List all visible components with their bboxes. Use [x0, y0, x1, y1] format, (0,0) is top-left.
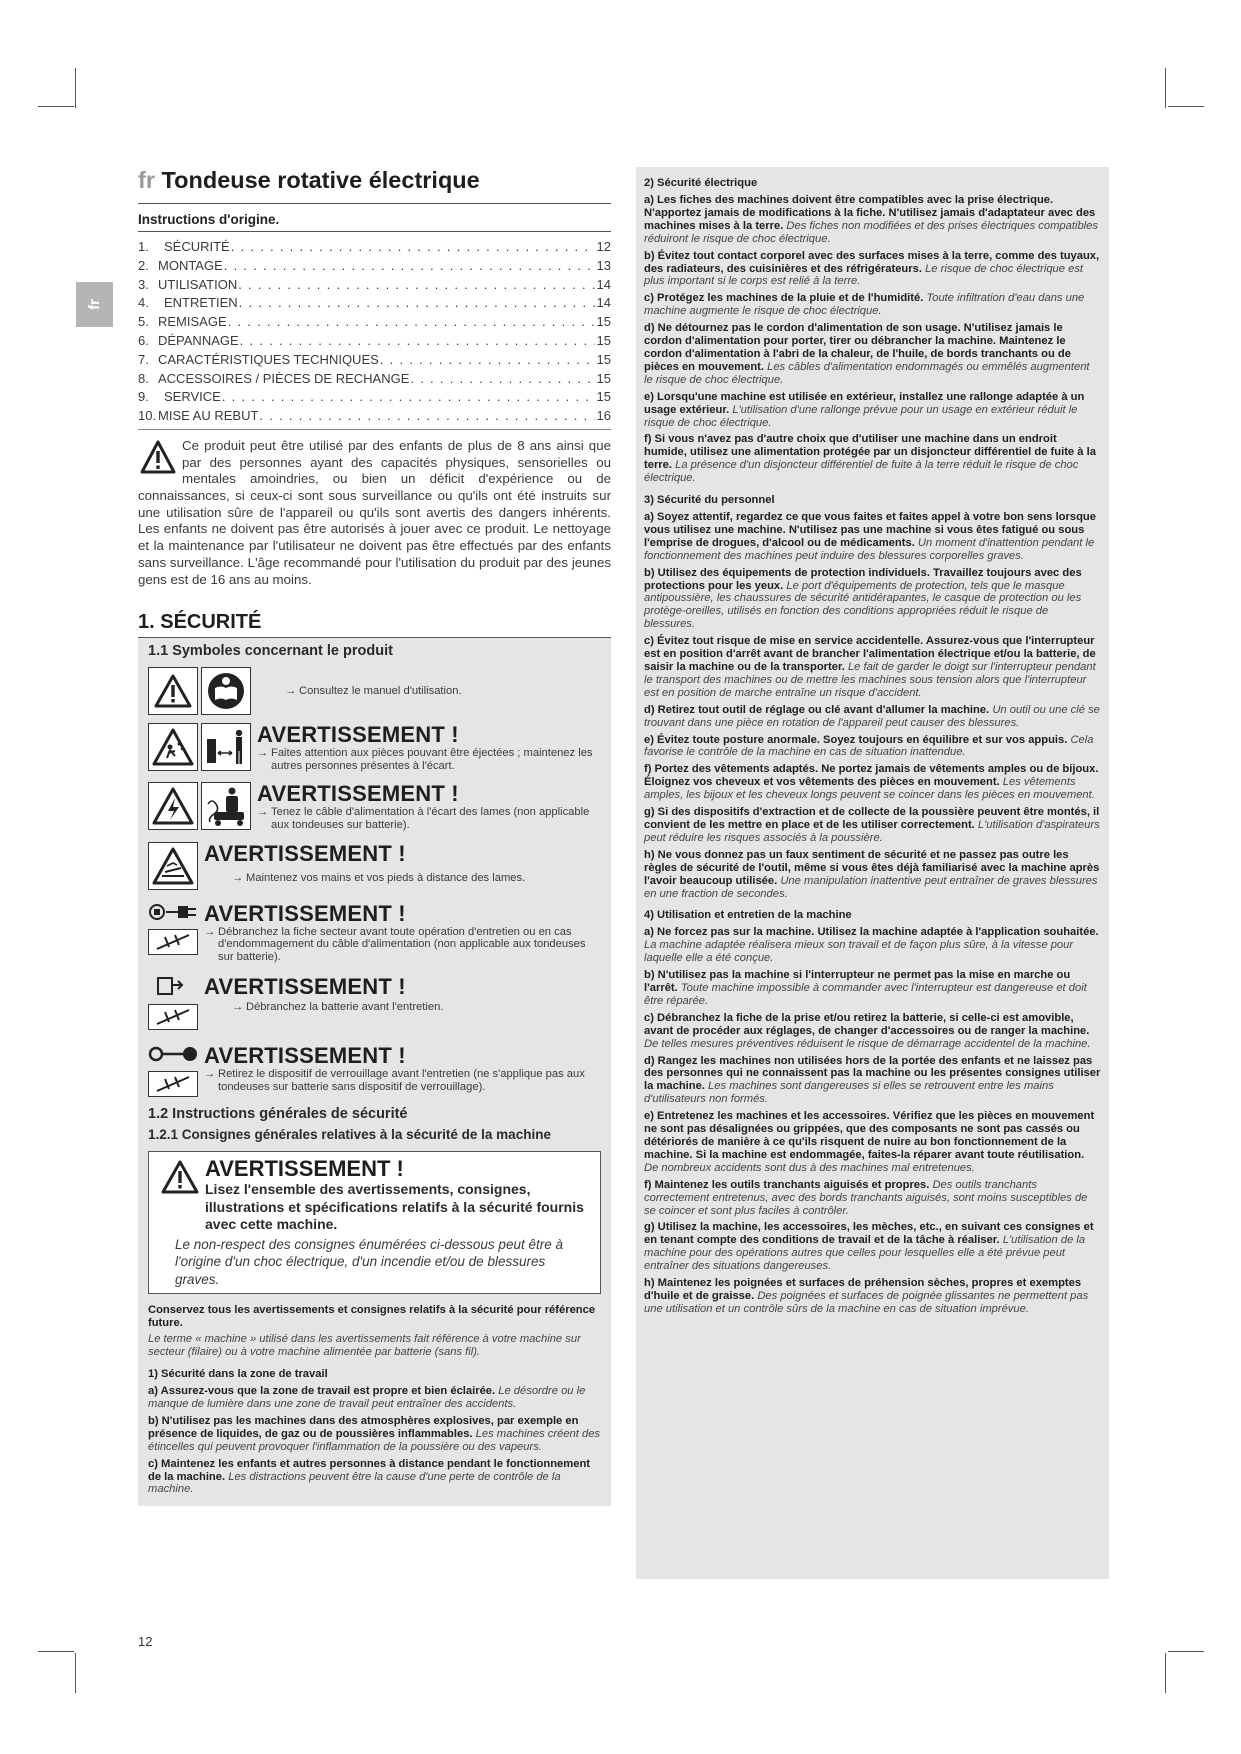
toc-row[interactable]: [138, 351, 611, 370]
blade-symbol: [148, 842, 198, 890]
title-lang-code: fr: [138, 167, 155, 193]
symbol-icons: [148, 842, 198, 890]
symbol-note: → Retirez le dispositif de verrouillage avant l'entretien (ne s'applique pas aux tondeuses sur batterie sans dispositif de verrouillage).: [204, 1068, 585, 1094]
page-title: [138, 165, 611, 195]
toc-label: REMISAGE: [158, 314, 227, 330]
toc-page: 15: [596, 389, 611, 405]
ejection-symbol: [148, 723, 198, 771]
safety-item: e) Lorsqu'une machine est utilisée en extérieur, installez une rallonge adaptée à un usage extérieur. L'utilisation d'une rallonge prévue pour un usage en extérieur réduit le risque de choc électrique.: [644, 390, 1085, 429]
crop-mark: [1165, 1653, 1166, 1693]
warning-box-italic: Le non-respect des consignes énumérées ci-dessous peut être à l'origine d'un choc électrique, d'un incendie et/ou de blessures graves.: [175, 1236, 563, 1287]
safety-item: f) Maintenez les outils tranchants aiguisés et propres. Des outils tranchants correctement entretenus, avec des bords tranchants aiguisés, sont moins susceptibles de se coincer et sont plus faciles à contrôler.: [644, 1178, 1088, 1217]
toc-rule: [138, 429, 611, 430]
symbol-text: [198, 842, 601, 885]
subtitle-rule: [138, 231, 611, 232]
maintenance-wrench-icon: [153, 1006, 193, 1028]
safety-item: c) Débranchez la fiche de la prise et/ou retirez la batterie, si celle-ci est amovible, avant de procéder aux réglages, de changer d'accessoires ou de ranger la machine. De telles mesures préventives réduisent le risque de démarrage accidentel de la machine.: [644, 1011, 1091, 1050]
safety-item: b) Évitez tout contact corporel avec des surfaces mises à la terre, comme des tuyaux, des radiateurs, des cuisinières et des réfrigérateurs. Le risque de choc électrique est plus important si le corps est relié à la terre.: [644, 249, 1100, 288]
warning-title: AVERTISSEMENT !: [204, 1043, 406, 1069]
symbol-text: [198, 1044, 601, 1093]
toc-row[interactable]: [138, 370, 611, 389]
work-area-item: c) Maintenez les enfants et autres personnes à distance pendant le fonctionnement de la machine. Les distractions peuvent être la cause d'une perte de contrôle de la machine.: [148, 1457, 591, 1496]
warning-triangle-icon: [140, 440, 176, 474]
subtitle: Instructions d'origine.: [138, 212, 280, 227]
left-column: [138, 165, 611, 1506]
toc-row[interactable]: [138, 407, 611, 426]
arrow-right-icon: →: [257, 747, 269, 760]
electric-shock-icon: [151, 786, 195, 826]
symbol-row: [148, 902, 601, 964]
warning-title: AVERTISSEMENT !: [204, 840, 406, 866]
toc-dots: [258, 407, 594, 426]
symbols-heading: 1.1 Symboles concernant le produit: [148, 643, 393, 660]
page-number: 12: [138, 1634, 153, 1649]
toc-row[interactable]: [138, 276, 611, 295]
machine-safety-heading: 1.2.1 Consignes générales relatives à la sécurité de la machine: [148, 1127, 551, 1143]
warning-symbol: [148, 667, 198, 715]
safety-item: c) Protégez les machines de la pluie et de l'humidité. Toute infiltration d'eau dans une machine augmente le risque de choc électrique.: [644, 292, 1085, 318]
safety-key-icon: [148, 1044, 198, 1064]
arrow-right-icon: →: [257, 806, 269, 819]
distance-symbol: [201, 723, 251, 771]
warning-box-title: AVERTISSEMENT !: [205, 1156, 404, 1182]
toc-page: 12: [596, 239, 611, 254]
safety-item: f) Si vous n'avez pas d'autre choix que d'utiliser une machine dans un endroit humide, utilisez une alimentation protégée par un disjoncteur différentiel de fuite à la terre. La présence d'un disjoncteur différentiel de fuite à la terre réduit le risque de choc électrique.: [644, 433, 1096, 485]
children-notice: [138, 438, 611, 588]
toc-dots: [223, 257, 595, 276]
safety-item: b) Utilisez des équipements de protection individuels. Travaillez toujours avec des protections pour les yeux. Le port d'équipements de protection, tels que le masque antipoussière, les chaussures de sécurité antidérapantes, le casque de protection ou les protège-oreilles, utilisés en fonction des conditions appropriées réduit le risque de blessures.: [644, 566, 1082, 631]
toc-label: MISE AU REBUT: [158, 408, 259, 424]
warning-box: [148, 1151, 601, 1294]
symbol-icons: [148, 1044, 198, 1097]
symbol-note: → Débranchez la batterie avant l'entretien.: [232, 1001, 444, 1014]
toc-num: 4.: [138, 295, 149, 311]
safety-item: e) Entretenez les machines et les accessoires. Vérifiez que les pièces en mouvement ne sont pas désalignées ou grippées, que des composants ne sont pas cassés ou détériorés de manière à ce qu'ils risquent de nuire au bon fonctionnement de la machine. Si la machine est endommagée, faites-la réparer avant toute réutilisation. De nombreux accidents sont dus à des machines mal entretenues.: [644, 1110, 1095, 1174]
toc-dots: [379, 351, 595, 370]
safety-item: h) Ne vous donnez pas un faux sentiment de sécurité et ne passez pas outre les règles de sécurité de l'outil, même si vous êtes déjà familiarisé avec la machine après l'avoir beaucoup utilisée. Une manipulation inattentive peut entraîner de graves blessures en une fraction de secondes.: [644, 848, 1100, 900]
toc-dots: [239, 332, 595, 351]
right-column: [636, 167, 1109, 1579]
safety-item: g) Utilisez la machine, les accessoires, les mèches, etc., en suivant ces consignes et en tenant compte des conditions de travail et de la tâche à réaliser. L'utilisation de la machine pour des opérations autres que celles pour lesquelles elle a été prévue peut entraîner des situations dangereuses.: [644, 1221, 1094, 1273]
toc-page: 16: [596, 408, 611, 424]
warning-box-top: [161, 1157, 590, 1234]
lock-symbol-stack: [148, 1044, 198, 1097]
toc-num: 3.: [138, 276, 149, 292]
toc-label: CARACTÉRISTIQUES TECHNIQUES: [158, 351, 379, 367]
toc-num: 6.: [138, 332, 149, 348]
safety-item: a) Les fiches des machines doivent être compatibles avec la prise électrique. N'apportez jamais de modifications à la fiche. N'utilisez jamais d'adaptateur avec des machines mises à la terre. Des fiches non modifiées et des prises électriques compatibles réduiront le risque de choc électrique.: [644, 194, 1098, 245]
arrow-right-icon: →: [232, 871, 244, 884]
toc-dots: [227, 313, 595, 332]
toc-row[interactable]: [138, 313, 611, 332]
maintenance-symbol: [148, 929, 198, 955]
warning-triangle-icon: [161, 1160, 199, 1194]
symbol-text: [198, 975, 601, 1014]
plug-icon: [148, 902, 198, 922]
crop-mark: [1168, 1651, 1204, 1652]
warning-title: AVERTISSEMENT !: [257, 781, 459, 807]
toc-dots: [221, 388, 595, 407]
symbol-note: → Tenez le câble d'alimentation à l'écart des lames (non applicable aux tondeuses sur batterie).: [257, 806, 590, 832]
warning-triangle-icon: [153, 673, 193, 709]
safety-item: d) Ne détournez pas le cordon d'alimentation de son usage. N'utilisez jamais le cordon d'alimentation pour porter, tirer ou débrancher la machine. Maintenez le cordon d'alimentation à l'abri de la chaleur, de l'huile, de bords tranchants ou de pièces en mouvement. Les câbles d'alimentation endommagés ou emmêlés augmentent le risque de choc électrique.: [644, 322, 1090, 386]
symbol-row: [148, 723, 601, 772]
toc-num: 7.: [138, 351, 149, 367]
arrow-right-icon: →: [204, 1068, 216, 1081]
toc-num: 2.: [138, 257, 149, 273]
plug-symbol-stack: [148, 902, 198, 955]
maintenance-wrench-icon: [153, 1073, 193, 1095]
crop-mark: [38, 106, 74, 107]
toc-row[interactable]: [138, 238, 611, 257]
toc-label: SÉCURITÉ: [164, 239, 230, 254]
safety-item: f) Portez des vêtements adaptés. Ne portez jamais de vêtements amples ou de bijoux. Éloignez vos cheveux et vos vêtements des pièces en mouvement. Les vêtements amples, les bijoux et les cheveux longs peuvent se coincer dans les pièces en mouvement.: [644, 763, 1099, 802]
toc-num: 1.: [138, 239, 149, 254]
safety-block: [138, 638, 611, 1506]
keep-instructions: Conservez tous les avertissements et consignes relatifs à la sécurité pour référence future.: [148, 1304, 596, 1330]
safety-item: e) Évitez toute posture anormale. Soyez toujours en équilibre et sur vos appuis. Cela favorise le contrôle de la machine en cas de situation inattendue.: [644, 733, 1094, 759]
toc-row[interactable]: [138, 257, 611, 276]
symbol-row: [148, 667, 601, 715]
symbol-icons: [148, 723, 251, 771]
work-area-heading: 1) Sécurité dans la zone de travail: [148, 1368, 328, 1381]
crop-mark: [1168, 106, 1204, 107]
cable-blade-icon: [204, 784, 248, 828]
toc-row[interactable]: [138, 294, 611, 313]
toc-page: 15: [596, 332, 611, 348]
table-of-contents: [138, 238, 611, 426]
warning-title: AVERTISSEMENT !: [204, 974, 406, 1000]
toc-label: ACCESSOIRES / PIÈCES DE RECHANGE: [158, 370, 410, 386]
section-title: 1. SÉCURITÉ: [138, 611, 262, 634]
symbol-icons: [148, 782, 251, 830]
crop-mark: [38, 1651, 74, 1652]
thrown-objects-icon: [151, 727, 195, 767]
machine-use-heading: 4) Utilisation et entretien de la machine: [644, 909, 852, 922]
language-tab: fr: [76, 282, 113, 327]
notice-text: Ce produit peut être utilisé par des enfants de plus de 8 ans ainsi que par des personnes ayant des capacités physiques, sensorielles ou mentales amoindries, ou bien un déficit d'expérience ou de connaissances, si ceux-ci sont sous surveillance ou qu'ils ont été instruits sur une utilisation sûre de l'appareil ou qu'ils sont avertis des dangers inhérents. Les enfants ne doivent pas être autorisés à jouer avec ce produit. Le nettoyage et la maintenance par l'utilisateur ne doivent pas être effectués par des enfants sans surveillance. L'âge recommandé pour l'utilisation du produit par des jeunes gens est de 16 ans au moins.: [138, 437, 611, 587]
blade-hand-icon: [151, 846, 195, 886]
warning-box-bold: Lisez l'ensemble des avertissements, consignes, illustrations et spécifications relatifs à la sécurité fournis avec cette machine.: [205, 1181, 584, 1233]
title-text: Tondeuse rotative électrique: [161, 167, 480, 193]
battery-symbol-stack: [148, 975, 198, 1030]
symbol-icons: [148, 667, 251, 715]
toc-row[interactable]: [138, 388, 611, 407]
maintenance-wrench-icon: [153, 931, 193, 953]
symbol-text: [198, 902, 601, 964]
symbol-icons: [148, 902, 198, 955]
toc-row[interactable]: [138, 332, 611, 351]
symbol-icons: [148, 975, 198, 1030]
cable-symbol: [201, 782, 251, 830]
symbol-note: → Débranchez la fiche secteur avant toute opération d'entretien ou en cas d'endommagement du câble d'alimentation (non applicable aux tondeuses sur batterie).: [204, 925, 586, 963]
toc-num: 10.: [138, 408, 157, 424]
toc-num: 8.: [138, 370, 149, 386]
toc-num: 9.: [138, 389, 149, 405]
personal-safety-heading: 3) Sécurité du personnel: [644, 494, 775, 507]
battery-removal-icon: [148, 975, 198, 997]
symbol-note: → Consultez le manuel d'utilisation.: [285, 685, 462, 698]
general-safety-heading: 1.2 Instructions générales de sécurité: [148, 1106, 408, 1123]
toc-page: 13: [596, 257, 611, 273]
safety-item: g) Si des dispositifs d'extraction et de collecte de la poussière peuvent être montés, il convient de les mettre en place et de les utiliser correctement. L'utilisation d'aspirateurs peut réduire les risques associés à la poussière.: [644, 806, 1100, 844]
toc-label: MONTAGE: [158, 257, 223, 273]
electrical-safety-heading: 2) Sécurité électrique: [644, 177, 758, 189]
safety-item: b) N'utilisez pas la machine si l'interrupteur ne permet pas la mise en marche ou l'arrêt. Toute machine impossible à commander avec l'interrupteur est dangereuse et doit être réparée.: [644, 969, 1087, 1007]
bystander-distance-icon: [204, 725, 248, 769]
symbol-text: [251, 782, 601, 831]
symbol-row: [148, 842, 601, 890]
read-manual-icon: [206, 671, 246, 711]
safety-item: h) Maintenez les poignées et surfaces de préhension sèches, propres et exemptes d'huile et de graisse. Des poignées et surfaces de poignée glissantes ne permettent pas une utilisation et un contrôle sûrs de la machine en cas de situation imprévue.: [644, 1277, 1089, 1315]
symbol-text: [251, 667, 601, 698]
warning-box-body: [199, 1157, 590, 1234]
warning-title: AVERTISSEMENT !: [204, 900, 406, 926]
arrow-right-icon: →: [285, 685, 297, 698]
symbol-row: [148, 1044, 601, 1097]
maintenance-symbol: [148, 1071, 198, 1097]
toc-label: SERVICE: [164, 389, 221, 405]
symbol-note: → Maintenez vos mains et vos pieds à distance des lames.: [232, 871, 526, 884]
toc-label: ENTRETIEN: [164, 295, 238, 311]
toc-num: 5.: [138, 314, 149, 330]
symbol-text: [251, 723, 601, 772]
safety-item: d) Retirez tout outil de réglage ou clé avant d'allumer la machine. Un outil ou une clé se trouvant dans une pièce en rotation de l'appareil peut causer des blessures.: [644, 703, 1100, 729]
title-rule: [138, 203, 611, 204]
toc-page: 15: [596, 314, 611, 330]
toc-dots: [237, 276, 594, 295]
machine-term-note: Le terme « machine » utilisé dans les avertissements fait référence à votre machine sur secteur (filaire) ou à votre machine alimentée par batterie (sans fil).: [148, 1333, 581, 1359]
manual-symbol: [201, 667, 251, 715]
arrow-right-icon: →: [204, 925, 216, 938]
toc-label: DÉPANNAGE: [158, 332, 239, 348]
toc-page: 14: [596, 295, 611, 311]
toc-label: UTILISATION: [158, 276, 238, 292]
safety-item: d) Rangez les machines non utilisées hors de la portée des enfants et ne laissez pas des personnes qui ne connaissent pas la machine ou les présentes consignes utiliser la machine. Les machines sont dangereuses si elles se retrouvent entre les mains d'utilisateurs non formés.: [644, 1054, 1101, 1106]
work-area-item: a) Assurez-vous que la zone de travail est propre et bien éclairée. Le désordre ou le manque de lumière dans une zone de travail peut entraîner des accidents.: [148, 1385, 586, 1410]
safety-item: c) Évitez tout risque de mise en service accidentelle. Assurez-vous que l'interrupteur est en position d'arrêt avant de brancher l'alimentation électrique et/ou la batterie, de saisir la machine ou de la transporter. Le fait de garder le doigt sur l'interrupteur pendant le transport des machines ou de mettre les machines sous tension alors que l'interrupteur est en position de marche entraîne un risque d'accident.: [644, 635, 1096, 699]
crop-mark: [75, 1653, 76, 1693]
work-area-item: b) N'utilisez pas les machines dans des atmosphères explosives, par exemple en présence de liquides, de gaz ou de poussières inflammables. Les machines créent des étincelles qui peuvent provoquer l'inflammation de la poussière ou des vapeurs.: [148, 1414, 601, 1453]
toc-dots: [238, 294, 595, 313]
toc-page: 14: [596, 276, 611, 292]
toc-dots: [230, 238, 595, 257]
toc-page: 15: [596, 370, 611, 386]
symbol-note: → Faites attention aux pièces pouvant être éjectées ; maintenez les autres personnes présentes à l'écart.: [257, 747, 593, 772]
symbol-row: [148, 782, 601, 831]
toc-page: 15: [596, 351, 611, 367]
crop-mark: [75, 68, 76, 108]
safety-item: a) Ne forcez pas sur la machine. Utilisez la machine adaptée à l'application souhaitée. La machine adaptée réalisera mieux son travail et de façon plus sûre, à la vitesse pour laquelle elle a été conçue.: [644, 926, 1099, 965]
crop-mark: [1165, 68, 1166, 108]
warning-title: AVERTISSEMENT !: [257, 722, 459, 748]
arrow-right-icon: →: [232, 1001, 244, 1014]
electric-symbol: [148, 782, 198, 830]
maintenance-symbol: [148, 1004, 198, 1030]
symbol-row: [148, 975, 601, 1030]
safety-item: a) Soyez attentif, regardez ce que vous faites et faites appel à votre bon sens lorsque vous utilisez une machine. N'utilisez pas une machine si vous êtes fatigué ou sous l'emprise de drogues, d'alcool ou de médicaments. Un moment d'inattention pendant le fonctionnement des machines peut induire des blessures corporelles graves.: [644, 511, 1096, 562]
toc-dots: [409, 370, 594, 389]
